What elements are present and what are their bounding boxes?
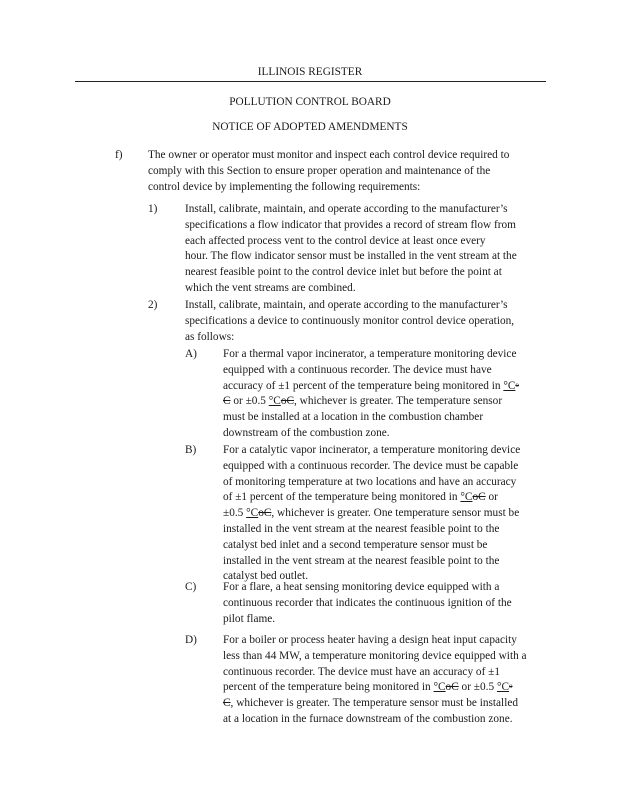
deleted-unit-part: o [515, 380, 519, 389]
item-1-line: Install, calibrate, maintain, and operate according to the manufacturer’s [185, 203, 508, 215]
item-d-line: continuous recorder. The device must have an accuracy of ±1 [223, 665, 501, 678]
deleted-unit-part: C [223, 395, 231, 408]
deleted-unit: oC [445, 681, 459, 694]
item-d-line: at a location in the furnace downstream of the combustion zone. [223, 712, 513, 725]
board-title: POLLUTION CONTROL BOARD [229, 96, 391, 108]
item-b-text-run: or [485, 491, 498, 504]
item-a-label: A) [185, 348, 197, 360]
item-b-line: of monitoring temperature at two locations and have an accuracy [223, 475, 517, 488]
item-a-text-run: or ±0.5 [230, 395, 269, 408]
item-1-text [185, 202, 517, 297]
item-1-line: hour. The flow indicator sensor must be installed in the vent stream at the [185, 250, 517, 263]
item-c-line: pilot flame. [223, 612, 276, 625]
item-d-text-run: percent of the temperature being monitored in [223, 681, 434, 694]
item-2-line: Install, calibrate, maintain, and operate according to the manufacturer’s [185, 299, 508, 311]
inserted-unit: °C [496, 681, 510, 694]
deleted-unit: oC [472, 491, 486, 504]
item-c-line: continuous recorder that indicates the continuous ignition of the [223, 596, 512, 609]
item-c-text [223, 580, 512, 627]
deleted-unit-part: o [509, 682, 513, 691]
item-2-line: as follows: [185, 330, 235, 343]
item-a-line: For a thermal vapor incinerator, a temperature monitoring device [223, 348, 517, 360]
item-a-line [223, 379, 519, 395]
item-a-text [223, 347, 519, 442]
item-1-line: nearest feasible point to the control device inlet but before the point at [185, 266, 502, 279]
item-b-line [223, 506, 520, 522]
notice-title: NOTICE OF ADOPTED AMENDMENTS [212, 121, 408, 133]
item-b-line: installed in the vent stream at the nearest feasible point to the [223, 522, 500, 535]
item-a-line: downstream of the combustion zone. [223, 426, 390, 439]
item-b-line: For a catalytic vapor incinerator, a temperature monitoring device [223, 444, 521, 456]
item-b-label: B) [185, 444, 197, 456]
item-b-line [223, 490, 520, 506]
item-d-line [223, 696, 527, 712]
item-b-text-run: , whichever is greater. One temperature sensor must be [271, 507, 520, 520]
inserted-unit: °C [268, 395, 281, 408]
item-a-line [223, 394, 519, 410]
item-2-label: 2) [148, 299, 158, 311]
item-b-line: catalyst bed inlet and a second temperature sensor must be [223, 538, 488, 551]
item-2-text [185, 298, 514, 345]
deleted-unit-part: C [223, 697, 231, 710]
section-f-line: control device by implementing the following requirements: [148, 180, 421, 193]
item-1-line: specifications a flow indicator that provides a record of stream flow from [185, 218, 516, 231]
item-b-line: equipped with a continuous recorder. The device must be capable [223, 459, 519, 472]
item-a-line: must be installed at a location in the combustion chamber [223, 411, 484, 424]
inserted-unit: °C [460, 491, 473, 504]
item-c-line: For a flare, a heat sensing monitoring device equipped with a [223, 581, 500, 593]
item-2-line: specifications a device to continuously monitor control device operation, [185, 314, 515, 327]
deleted-unit: oC [258, 507, 272, 520]
item-d-line [223, 680, 527, 696]
section-f-text [148, 148, 509, 195]
item-a-line: equipped with a continuous recorder. The device must have [223, 363, 492, 376]
item-b-text-run: ±0.5 [223, 507, 247, 520]
section-f-label: f) [115, 149, 123, 161]
item-c-label: C) [185, 581, 197, 593]
item-b-text-run: of ±1 percent of the temperature being monitored in [223, 491, 461, 504]
item-d-line: For a boiler or process heater having a design heat input capacity [223, 634, 517, 646]
register-title: ILLINOIS REGISTER [257, 66, 363, 78]
inserted-unit: °C [246, 507, 259, 520]
item-1-line: which the vent streams are combined. [185, 281, 356, 294]
item-d-line: less than 44 MW, a temperature monitoring device equipped with a [223, 649, 527, 662]
item-1-line: each affected process vent to the control device at least once every [185, 234, 486, 247]
item-a-text-run: accuracy of ±1 percent of the temperature being monitored in [223, 379, 504, 392]
item-1-label: 1) [148, 203, 158, 215]
inserted-unit: °C [503, 379, 516, 392]
item-b-line: installed in the vent stream at the nearest feasible point to the [223, 554, 500, 567]
item-b-text [223, 443, 520, 585]
deleted-unit: oC [280, 395, 295, 408]
inserted-unit: °C [433, 681, 446, 694]
item-d-text [223, 633, 527, 728]
item-d-label: D) [185, 634, 197, 646]
header-rule [75, 81, 546, 82]
section-f-line: comply with this Section to ensure proper operation and maintenance of the [148, 164, 491, 177]
item-b-line: catalyst bed outlet. [223, 570, 309, 583]
item-a-text-run: , whichever is greater. The temperature sensor [294, 395, 503, 408]
section-f-line: The owner or operator must monitor and inspect each control device required to [148, 149, 510, 161]
item-d-text-run: or ±0.5 [458, 681, 497, 694]
item-d-text-run: , whichever is greater. The temperature sensor must be installed [230, 697, 518, 710]
